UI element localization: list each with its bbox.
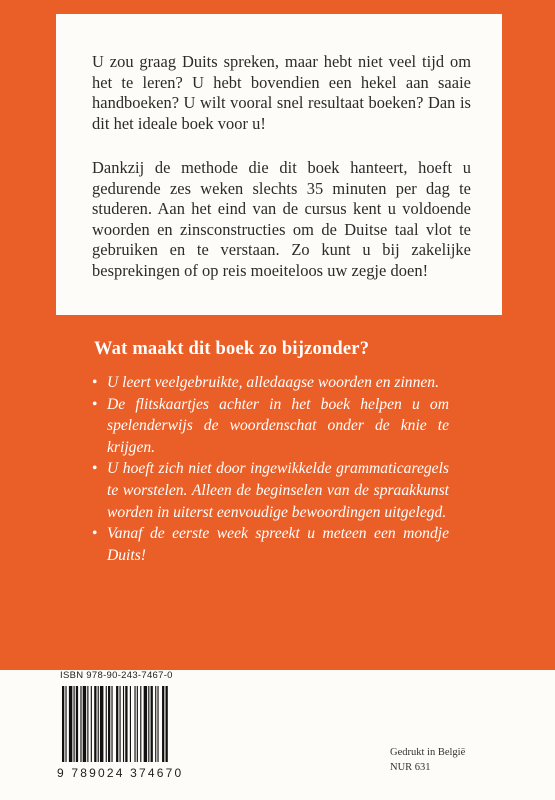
barcode-digits: 9 789024 374670	[57, 766, 184, 780]
nur-code: NUR 631	[390, 762, 431, 773]
feature-item: • De flitskaartjes achter in het boek helpen u om spelenderwijs de woordenschat onder de knie te krijgen.	[92, 394, 449, 459]
printed-in-label: Gedrukt in België	[390, 747, 466, 758]
barcode-image	[62, 686, 202, 762]
intro-paragraph-1: U zou graag Duits spreken, maar hebt niet veel tijd om het te leren? U hebt bovendien een hekel aan saaie handboeken? U wilt vooral snel resultaat boeken? Dan is dit het ideale boek voor u!	[92, 52, 471, 133]
features-heading: Wat maakt dit boek zo bijzonder?	[94, 339, 370, 359]
feature-item: • Vanaf de eerste week spreekt u meteen een mondje Duits!	[92, 523, 449, 566]
isbn-label: ISBN 978-90-243-7467-0	[60, 670, 173, 681]
imprint	[390, 745, 465, 775]
feature-item: • U hoeft zich niet door ingewikkelde grammaticaregels te worstelen. Alleen de beginselen van de spraakkunst worden in uiterst eenvoudige bewoordingen uitgelegd.	[92, 458, 449, 523]
features-list	[92, 372, 449, 566]
description-panel	[56, 14, 502, 315]
intro-paragraph-2: Dankzij de methode die dit boek hanteert, hoeft u gedurende zes weken slechts 35 minuten per dag te studeren. Aan het eind van de cursus kent u voldoende woorden en zinsconstructies om de Duitse taal vlot te gebruiken en te verstaan. Zo kunt u bij zakelijke besprekingen of op reis moeiteloos uw zegje doen!	[92, 158, 471, 280]
feature-item: • U leert veelgebruikte, alledaagse woorden en zinnen.	[92, 372, 449, 394]
